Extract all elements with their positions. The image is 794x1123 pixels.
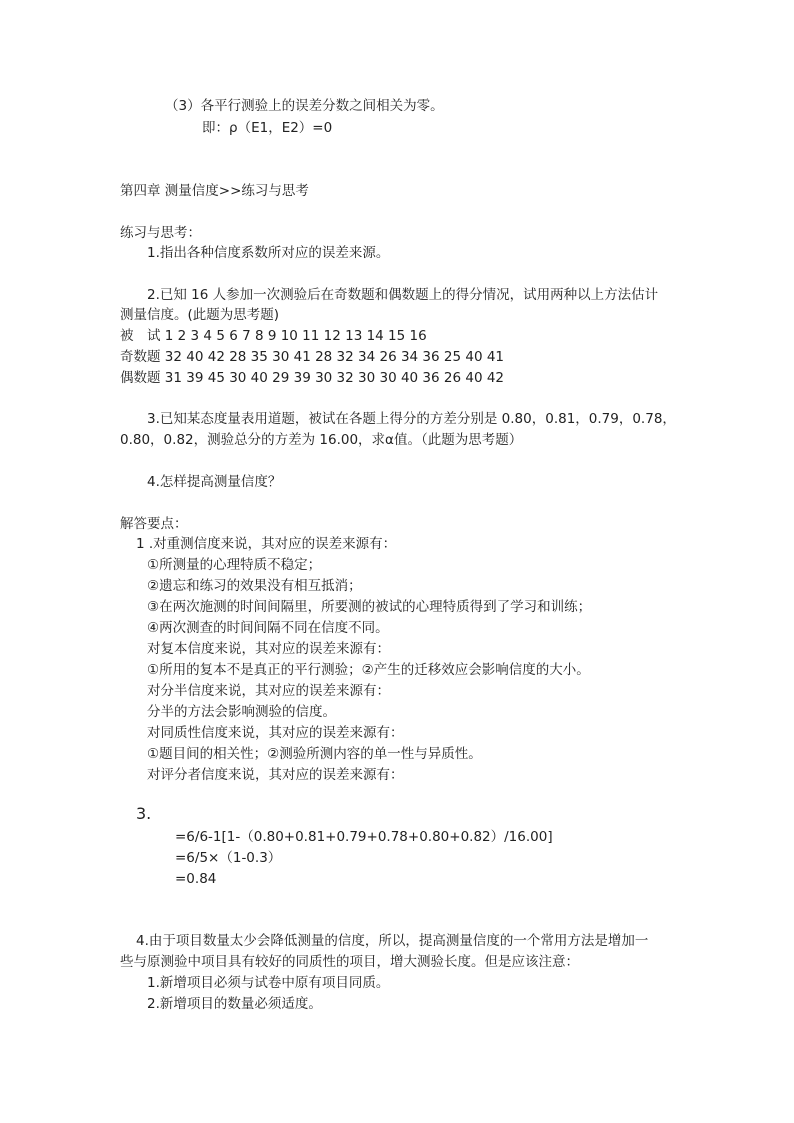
answer-3-label: 3. bbox=[136, 804, 152, 823]
item-3-text: （3）各平行测验上的误差分数之间相关为零。 bbox=[165, 98, 444, 114]
answer-4-point: 2.新增项目的数量必须适度。 bbox=[147, 996, 322, 1012]
question-2-line-1: 2.已知 16 人参加一次测验后在奇数题和偶数题上的得分情况，试用两种以上方法估计 bbox=[147, 287, 659, 303]
answer-4-line-2: 些与原测验中项目具有较好的同质性的项目，增大测验长度。但是应该注意： bbox=[120, 954, 579, 970]
chapter-heading: 第四章 测量信度>>练习与思考 bbox=[120, 183, 309, 199]
answer-1-intro: 1 .对重测信度来说，其对应的误差来源有： bbox=[136, 536, 397, 552]
exercises-title: 练习与思考： bbox=[120, 225, 201, 241]
formula-text: 即：ρ（E1，E2）=0 bbox=[202, 120, 333, 136]
score-table-row-odd: 奇数题 32 40 42 28 35 30 41 28 32 34 26 34 36 25 40 41 bbox=[120, 349, 505, 365]
answer-3-result: =0.84 bbox=[175, 871, 217, 887]
question-4: 4.怎样提高测量信度？ bbox=[147, 474, 282, 490]
split-half-item: 分半的方法会影响测验的信度。 bbox=[147, 704, 336, 720]
alternate-form-intro: 对复本信度来说，其对应的误差来源有： bbox=[147, 641, 390, 657]
score-table-row-subjects: 被 试 1 2 3 4 5 6 7 8 9 10 11 12 13 14 15 16 bbox=[120, 328, 427, 344]
answer-1-item: ④两次测查的时间间隔不同在信度不同。 bbox=[147, 620, 389, 636]
question-1: 1.指出各种信度系数所对应的误差来源。 bbox=[147, 245, 390, 261]
answer-1-item: ③在两次施测的时间间隔里，所要测的被试的心理特质得到了学习和训练； bbox=[147, 599, 592, 615]
score-table-row-even: 偶数题 31 39 45 30 40 29 39 30 32 30 30 40 36 26 40 42 bbox=[120, 370, 505, 386]
answer-3-formula-line: =6/5×（1-0.3） bbox=[175, 850, 282, 866]
answer-1-item: ①所测量的心理特质不稳定； bbox=[147, 557, 322, 573]
question-3-line-2: 0.80，0.82，测验总分的方差为 16.00，求α值。（此题为思考题） bbox=[120, 432, 523, 448]
question-2-line-2: 测量信度。(此题为思考题) bbox=[120, 307, 280, 323]
answer-4-line-1: 4.由于项目数量太少会降低测量的信度，所以，提高测量信度的一个常用方法是增加一 bbox=[136, 933, 649, 949]
homogeneity-item: ①题目间的相关性；②测验所测内容的单一性与异质性。 bbox=[147, 746, 482, 762]
split-half-intro: 对分半信度来说，其对应的误差来源有： bbox=[147, 683, 390, 699]
answer-4-point: 1.新增项目必须与试卷中原有项目同质。 bbox=[147, 975, 390, 991]
question-3-line-1: 3.已知某态度量表用道题，被试在各题上得分的方差分别是 0.80，0.81，0.79，0.78， bbox=[147, 411, 676, 427]
answer-3-formula-line: =6/6-1[1-（0.80+0.81+0.79+0.78+0.80+0.82）/16.00] bbox=[175, 829, 553, 845]
scorer-intro: 对评分者信度来说，其对应的误差来源有： bbox=[147, 767, 404, 783]
alternate-form-item: ①所用的复本不是真正的平行测验；②产生的迁移效应会影响信度的大小。 bbox=[147, 662, 590, 678]
answers-title: 解答要点： bbox=[120, 516, 188, 532]
answer-1-item: ②遗忘和练习的效果没有相互抵消； bbox=[147, 578, 362, 594]
homogeneity-intro: 对同质性信度来说，其对应的误差来源有： bbox=[147, 725, 404, 741]
